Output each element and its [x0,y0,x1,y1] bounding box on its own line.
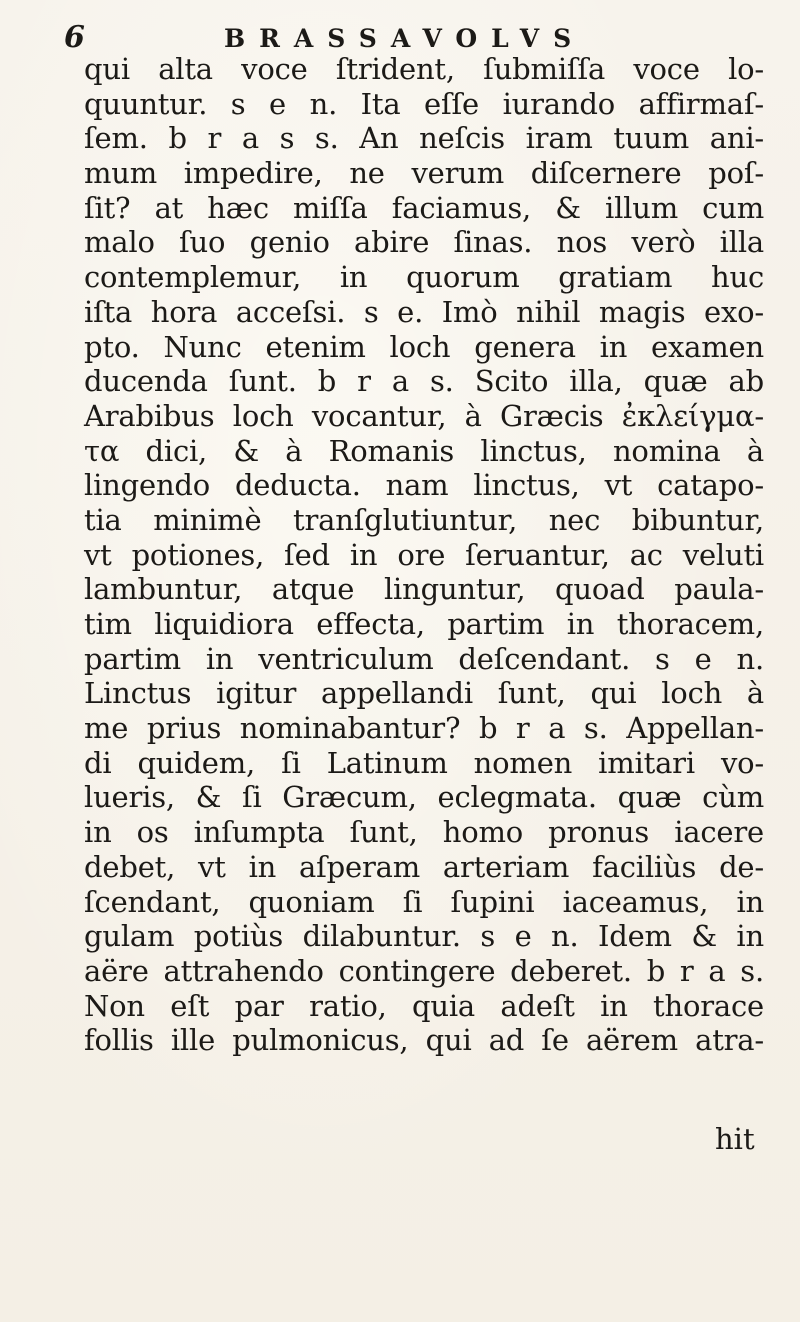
text-line: lueris, & ſi Græcum, eclegmata. quæ cùm [84,780,764,815]
text-line: tim liquidiora effecta, partim in thoracem, [84,607,764,641]
text-line: ſcendant, quoniam ſi ſupini iaceamus, in [84,884,764,919]
text-line: Non eſt par ratio, quia adeſt in thorace [84,988,764,1023]
text-line: Arabibus loch vocantur, à Græcis ἐκλείγμα- [84,398,764,433]
text-line: ſit? at hæc miſſa faciamus, & illum cum [84,190,764,225]
text-line: debet, vt in aſperam arteriam faciliùs de- [84,849,764,884]
text-line: follis ille pulmonicus, qui ad ſe aërem atra- [84,1023,764,1058]
text-line: ſem. b r a s s. An neſcis iram tuum ani- [84,121,764,156]
text-line: qui alta voce ſtrident, ſubmiſſa voce lo- [84,52,764,86]
text-line: me prius nominabantur? b r a s. Appellan- [84,711,764,746]
text-line: aëre attrahendo contingere deberet. b r a s. [84,953,764,988]
page-number: 6 [64,20,85,55]
catchword: hit [715,1122,755,1156]
text-line: di quidem, ſi Latinum nomen imitari vo- [84,745,764,780]
text-line: Linctus igitur appellandi ſunt, qui loch à [84,676,764,711]
text-line: τα dici, & à Romanis linctus, nomina à [84,433,764,468]
body-text [84,52,764,1058]
text-line: lingendo deducta. nam linctus, vt catapo- [84,468,764,503]
text-line: tia minimè tranſglutiuntur, nec bibuntur, [84,502,764,537]
text-line: partim in ventriculum deſcendant. s e n. [84,641,764,676]
text-line: pto. Nunc etenim loch genera in examen [84,329,764,364]
running-head: BRASSAVOLVS [224,24,586,53]
text-line: contemplemur, in quorum gratiam huc [84,260,764,295]
text-line: in os inſumpta ſunt, homo pronus iacere [84,815,764,850]
text-line: iſta hora acceſsi. s e. Imò nihil magis exo- [84,294,764,329]
text-line: gulam potiùs dilabuntur. s e n. Idem & in [84,919,764,954]
text-line: quuntur. s e n. Ita eſſe iurando affirmaſ- [84,86,764,121]
text-line: mum impedire, ne verum diſcernere poſ- [84,156,764,191]
text-line: lambuntur, atque linguntur, quoad paula- [84,572,764,607]
text-line: malo ſuo genio abire ſinas. nos verò illa [84,225,764,260]
text-line: vt potiones, ſed in ore ſeruantur, ac veluti [84,537,764,572]
text-line: ducenda ſunt. b r a s. Scito illa, quæ ab [84,364,764,399]
